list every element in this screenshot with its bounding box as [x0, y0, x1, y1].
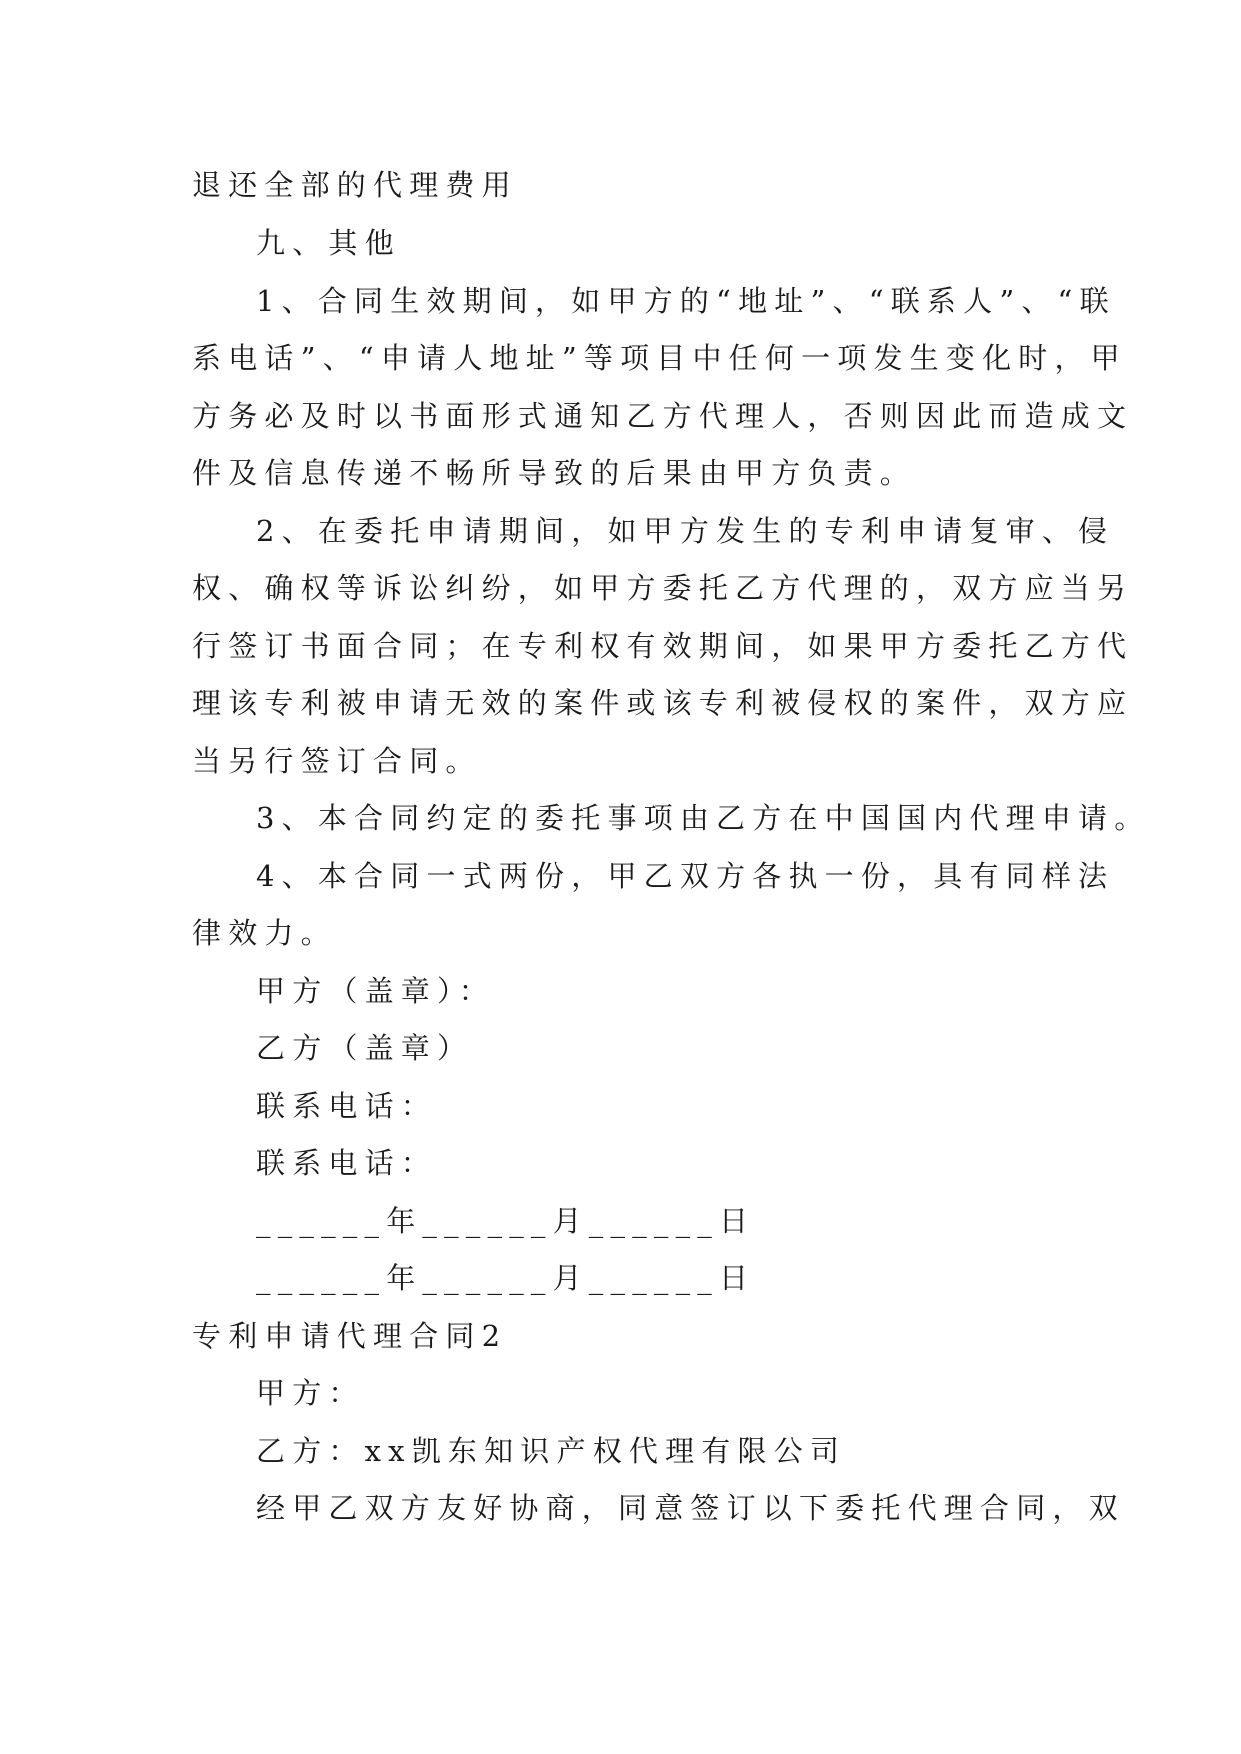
party-a-label: 甲方：: [256, 1376, 365, 1410]
clause-1-line: 1、合同生效期间，如甲方的“地址”、“联系人”、“联: [256, 284, 1116, 318]
clause-2-line: 当另行签订合同。: [192, 744, 482, 778]
text-line: 退还全部的代理费用: [192, 168, 518, 202]
clause-1-line: 件及信息传递不畅所导致的后果由甲方负责。: [192, 456, 917, 490]
clause-1-line: 方务必及时以书面形式通知乙方代理人，否则因此而造成文: [192, 399, 1134, 433]
clause-2-line: 权、确权等诉讼纠纷，如甲方委托乙方代理的，双方应当另: [192, 571, 1134, 605]
date-blank-line: ______年______月______日: [256, 1204, 756, 1238]
contract-title: 专利申请代理合同2: [192, 1319, 508, 1353]
clause-2-line: 理该专利被申请无效的案件或该专利被侵权的案件，双方应: [192, 686, 1134, 720]
date-blank-line: ______年______月______日: [256, 1261, 756, 1295]
clause-2-line: 2、在委托申请期间，如甲方发生的专利申请复审、侵: [256, 514, 1115, 548]
party-b-seal-label: 乙方（盖章）: [256, 1031, 474, 1065]
party-b-label: 乙方：xx凯东知识产权代理有限公司: [256, 1434, 847, 1468]
clause-3-line: 3、本合同约定的委托事项由乙方在中国国内代理申请。: [256, 801, 1151, 835]
party-a-seal-label: 甲方（盖章）：: [256, 974, 495, 1008]
clause-4-line: 律效力。: [192, 916, 337, 950]
contact-phone-label: 联系电话：: [256, 1089, 438, 1123]
preamble-line: 经甲乙双方友好协商，同意签订以下委托代理合同，双: [256, 1491, 1125, 1525]
clause-4-line: 4、本合同一式两份，甲乙双方各执一份，具有同样法: [256, 859, 1115, 893]
clause-2-line: 行签订书面合同；在专利权有效期间，如果甲方委托乙方代: [192, 629, 1134, 663]
contact-phone-label: 联系电话：: [256, 1146, 438, 1180]
clause-1-line: 系电话”、“申请人地址”等项目中任何一项发生变化时，甲: [192, 341, 1127, 375]
section-heading-other: 九、其他: [256, 226, 401, 260]
